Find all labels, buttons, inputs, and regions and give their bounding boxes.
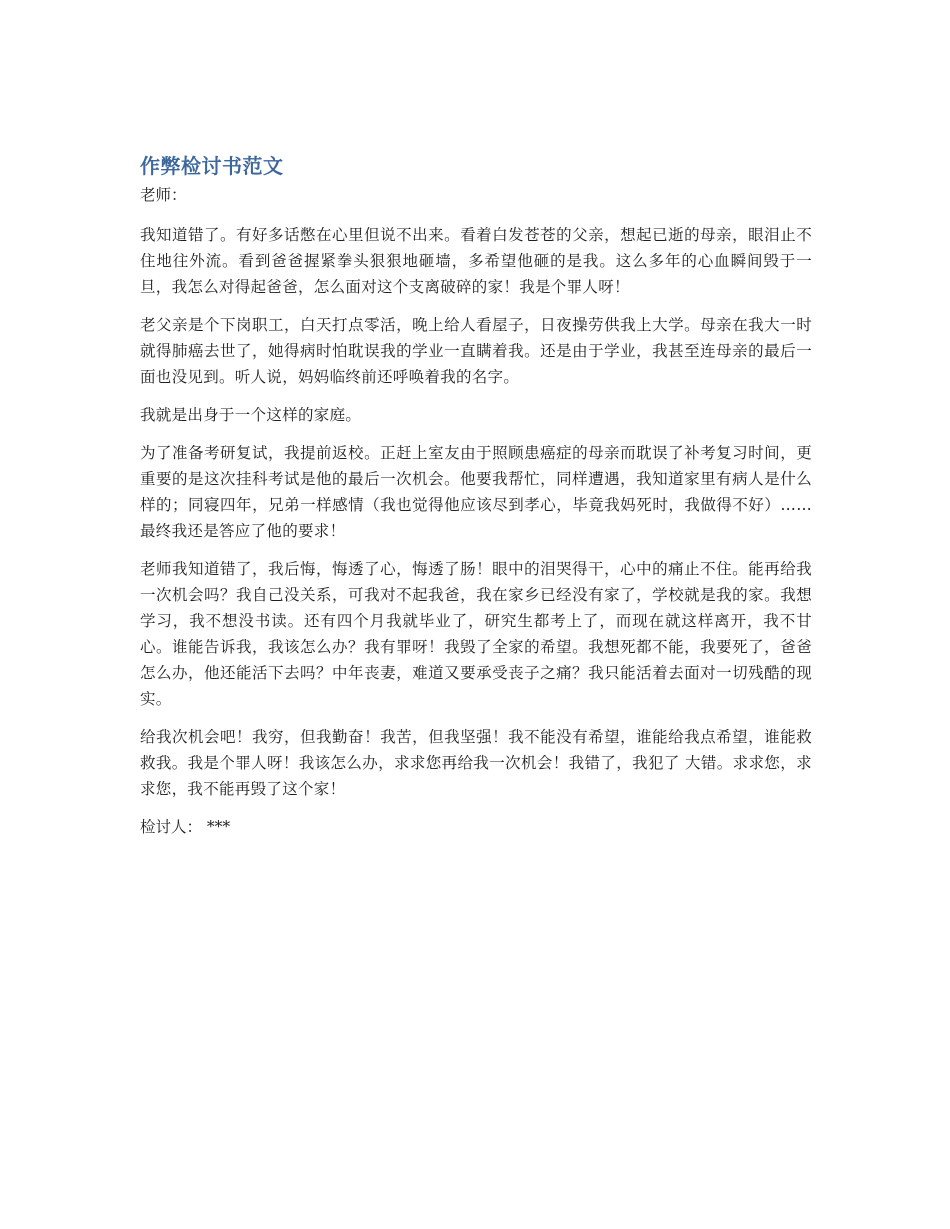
signature-line: 检讨人： *** <box>140 818 231 836</box>
document-page <box>140 152 812 840</box>
paragraph: 给我次机会吧！我穷，但我勤奋！我苦，但我坚强！我不能没有希望，谁能给我点希望，谁能救救我。我是个罪人呀！我该怎么办，求求您再给我一次机会！我错了，我犯了 大错。求求您，求求您，我不能再毁了这个家！ <box>140 728 812 798</box>
paragraph: 我知道错了。有好多话憋在心里但说不出来。看着白发苍苍的父亲，想起已逝的母亲，眼泪止不住地往外流。看到爸爸握紧拳头狠狠地砸墙，多希望他砸的是我。这么多年的心血瞬间毁于一旦，我怎么对得起爸爸，怎么面对这个支离破碎的家！我是个罪人呀！ <box>140 226 812 296</box>
salutation: 老师： <box>140 186 187 204</box>
document-title: 作弊检讨书范文 <box>140 154 284 178</box>
paragraph: 老师我知道错了，我后悔，悔透了心，悔透了肠！眼中的泪哭得干，心中的痛止不住。能再给我一次机会吗？我自己没关系，可我对不起我爸，我在家乡已经没有家了，学校就是我的家。我想学习，我不想没书读。还有四个月我就毕业了，研究生都考上了，而现在就这样离开，我不甘心。谁能告诉我，我该怎么办？我有罪呀！我毁了全家的希望。我想死都不能，我要死了，爸爸怎么办，他还能活下去吗？中年丧妻，难道又要承受丧子之痛？我只能活着去面对一切残酷的现实。 <box>140 560 812 708</box>
paragraph: 我就是出身于一个这样的家庭。 <box>140 406 362 424</box>
paragraph: 老父亲是个下岗职工，白天打点零活，晚上给人看屋子，日夜操劳供我上大学。母亲在我大一时就得肺癌去世了，她得病时怕耽误我的学业一直瞒着我。还是由于学业，我甚至连母亲的最后一面也没见到。听人说，妈妈临终前还呼唤着我的名字。 <box>140 316 812 386</box>
paragraph: 为了准备考研复试，我提前返校。正赶上室友由于照顾患癌症的母亲而耽误了补考复习时间，更重要的是这次挂科考试是他的最后一次机会。他要我帮忙，同样遭遇，我知道家里有病人是什么样的；同寝四年，兄弟一样感情（我也觉得他应该尽到孝心，毕竟我妈死时，我做得不好）……最终我还是答应了他的要求！ <box>140 444 812 540</box>
